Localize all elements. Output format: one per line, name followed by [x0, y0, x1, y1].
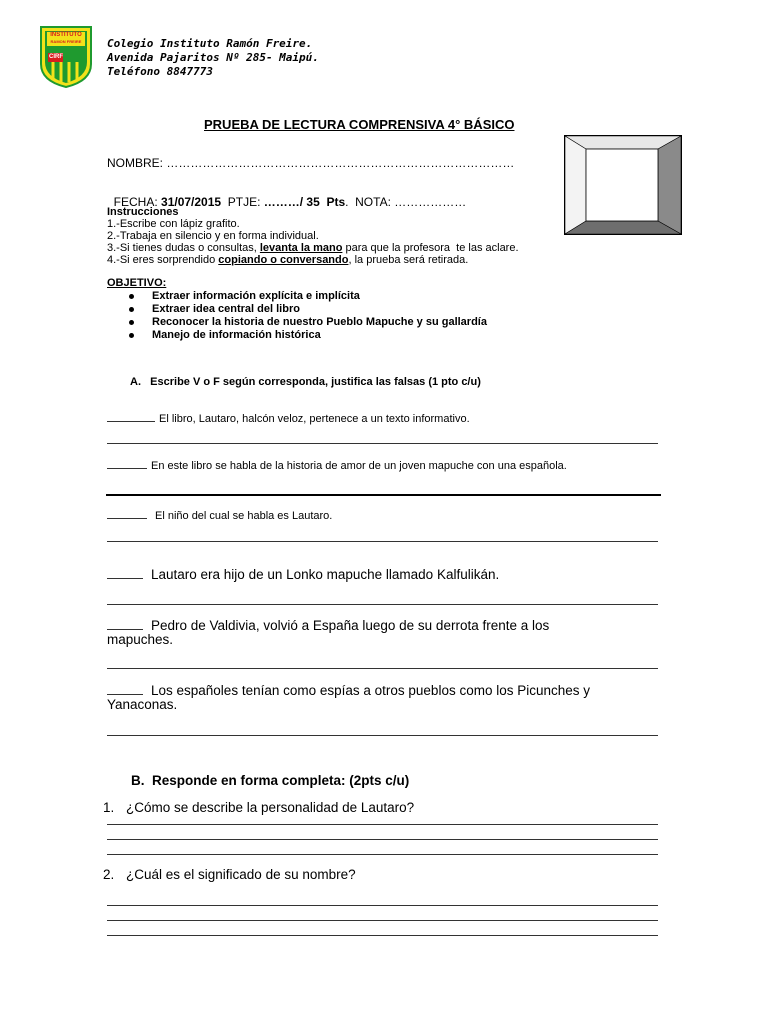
answer-line[interactable] [107, 604, 658, 605]
nombre-row [107, 156, 514, 170]
bullet-icon [129, 320, 134, 325]
fecha-label: FECHA: [113, 195, 162, 209]
nota-field[interactable]: ……………… [394, 195, 467, 209]
question-a2: En este libro se habla de la historia de amor de un joven mapuche con una española. [107, 458, 567, 472]
answer-line[interactable] [107, 541, 658, 542]
answer-line[interactable] [107, 668, 658, 669]
logo-text-top: INSTITUTO [50, 32, 82, 38]
photo-frame [564, 135, 682, 235]
objective-item: Manejo de información histórica [152, 329, 321, 341]
question-a4: Lautaro era hijo de un Lonko mapuche llamado Kalfulikán. [107, 566, 499, 582]
instruction-1: 1.-Escribe con lápiz grafito. [107, 218, 240, 230]
question-a5-cont: mapuches. [107, 632, 174, 647]
school-address: Avenida Pajaritos Nº 285- Maipú. [107, 51, 319, 64]
answer-line[interactable] [107, 839, 658, 840]
question-a5: Pedro de Valdivia, volvió a España luego de su derrota frente a los [107, 617, 549, 633]
answer-line[interactable] [107, 920, 658, 921]
school-name: Colegio Instituto Ramón Freire. [107, 37, 313, 50]
answer-line[interactable] [106, 494, 661, 496]
section-a-title: A. Escribe V o F según corresponda, justifica las falsas (1 pto c/u) [130, 376, 481, 388]
question-a6: Los españoles tenían como espías a otros pueblos como los Picunches y [107, 682, 590, 698]
ptje-field[interactable]: ………/ 35 [263, 195, 320, 209]
answer-blank[interactable] [107, 458, 147, 469]
nota-label: . NOTA: [345, 195, 395, 209]
question-b2: ¿Cuál es el significado de su nombre? [126, 867, 356, 882]
bullet-icon [129, 307, 134, 312]
pts-label: Pts [326, 195, 346, 209]
instruction-4: 4.-Si eres sorprendido copiando o conversando, la prueba será retirada. [107, 254, 469, 266]
answer-blank[interactable] [107, 566, 143, 579]
objective-item: Extraer información explícita e implícita [152, 290, 360, 302]
nombre-field[interactable]: …………………………………………………………………………… [166, 156, 515, 170]
fecha-row [107, 181, 466, 209]
question-b2-number: 2. [103, 867, 115, 882]
logo-text-mid: RAMON FREIRE [50, 39, 82, 44]
question-a1: El libro, Lautaro, halcón veloz, pertenece a un texto informativo. [107, 411, 470, 425]
question-b1-number: 1. [103, 800, 115, 815]
bullet-icon [129, 333, 134, 338]
answer-blank[interactable] [107, 682, 143, 695]
answer-line[interactable] [107, 905, 658, 906]
instructions-heading: Instrucciones [107, 206, 179, 218]
objective-item: Reconocer la historia de nuestro Pueblo Mapuche y su gallardía [152, 316, 487, 328]
answer-line[interactable] [107, 935, 658, 936]
answer-blank[interactable] [107, 617, 143, 630]
school-logo [40, 26, 92, 88]
page-title: PRUEBA DE LECTURA COMPRENSIVA 4° BÁSICO [204, 117, 515, 132]
question-a3: El niño del cual se habla es Lautaro. [107, 508, 332, 522]
ptje-label: PTJE: [221, 195, 264, 209]
objective-item: Extraer idea central del libro [152, 303, 300, 315]
logo-text-bottom: CIRF [49, 54, 63, 60]
answer-line[interactable] [107, 735, 658, 736]
instruction-2: 2.-Trabaja en silencio y en forma individual. [107, 230, 319, 242]
bullet-icon [129, 294, 134, 299]
objective-heading: OBJETIVO: [107, 277, 167, 289]
school-phone: Teléfono 8847773 [107, 65, 213, 78]
instruction-3: 3.-Si tienes dudas o consultas, levanta la mano para que la profesora te las aclare. [107, 242, 519, 254]
section-b-title: B. Responde en forma completa: (2pts c/u) [131, 773, 410, 788]
answer-blank[interactable] [107, 508, 147, 519]
fecha-value: 31/07/2015 [161, 195, 222, 209]
question-a6-cont: Yanaconas. [107, 697, 178, 712]
answer-line[interactable] [107, 443, 658, 444]
question-b1: ¿Cómo se describe la personalidad de Lautaro? [126, 800, 415, 815]
nombre-label: NOMBRE: [107, 156, 167, 170]
answer-line[interactable] [107, 824, 658, 825]
answer-line[interactable] [107, 854, 658, 855]
answer-blank[interactable] [107, 411, 155, 422]
